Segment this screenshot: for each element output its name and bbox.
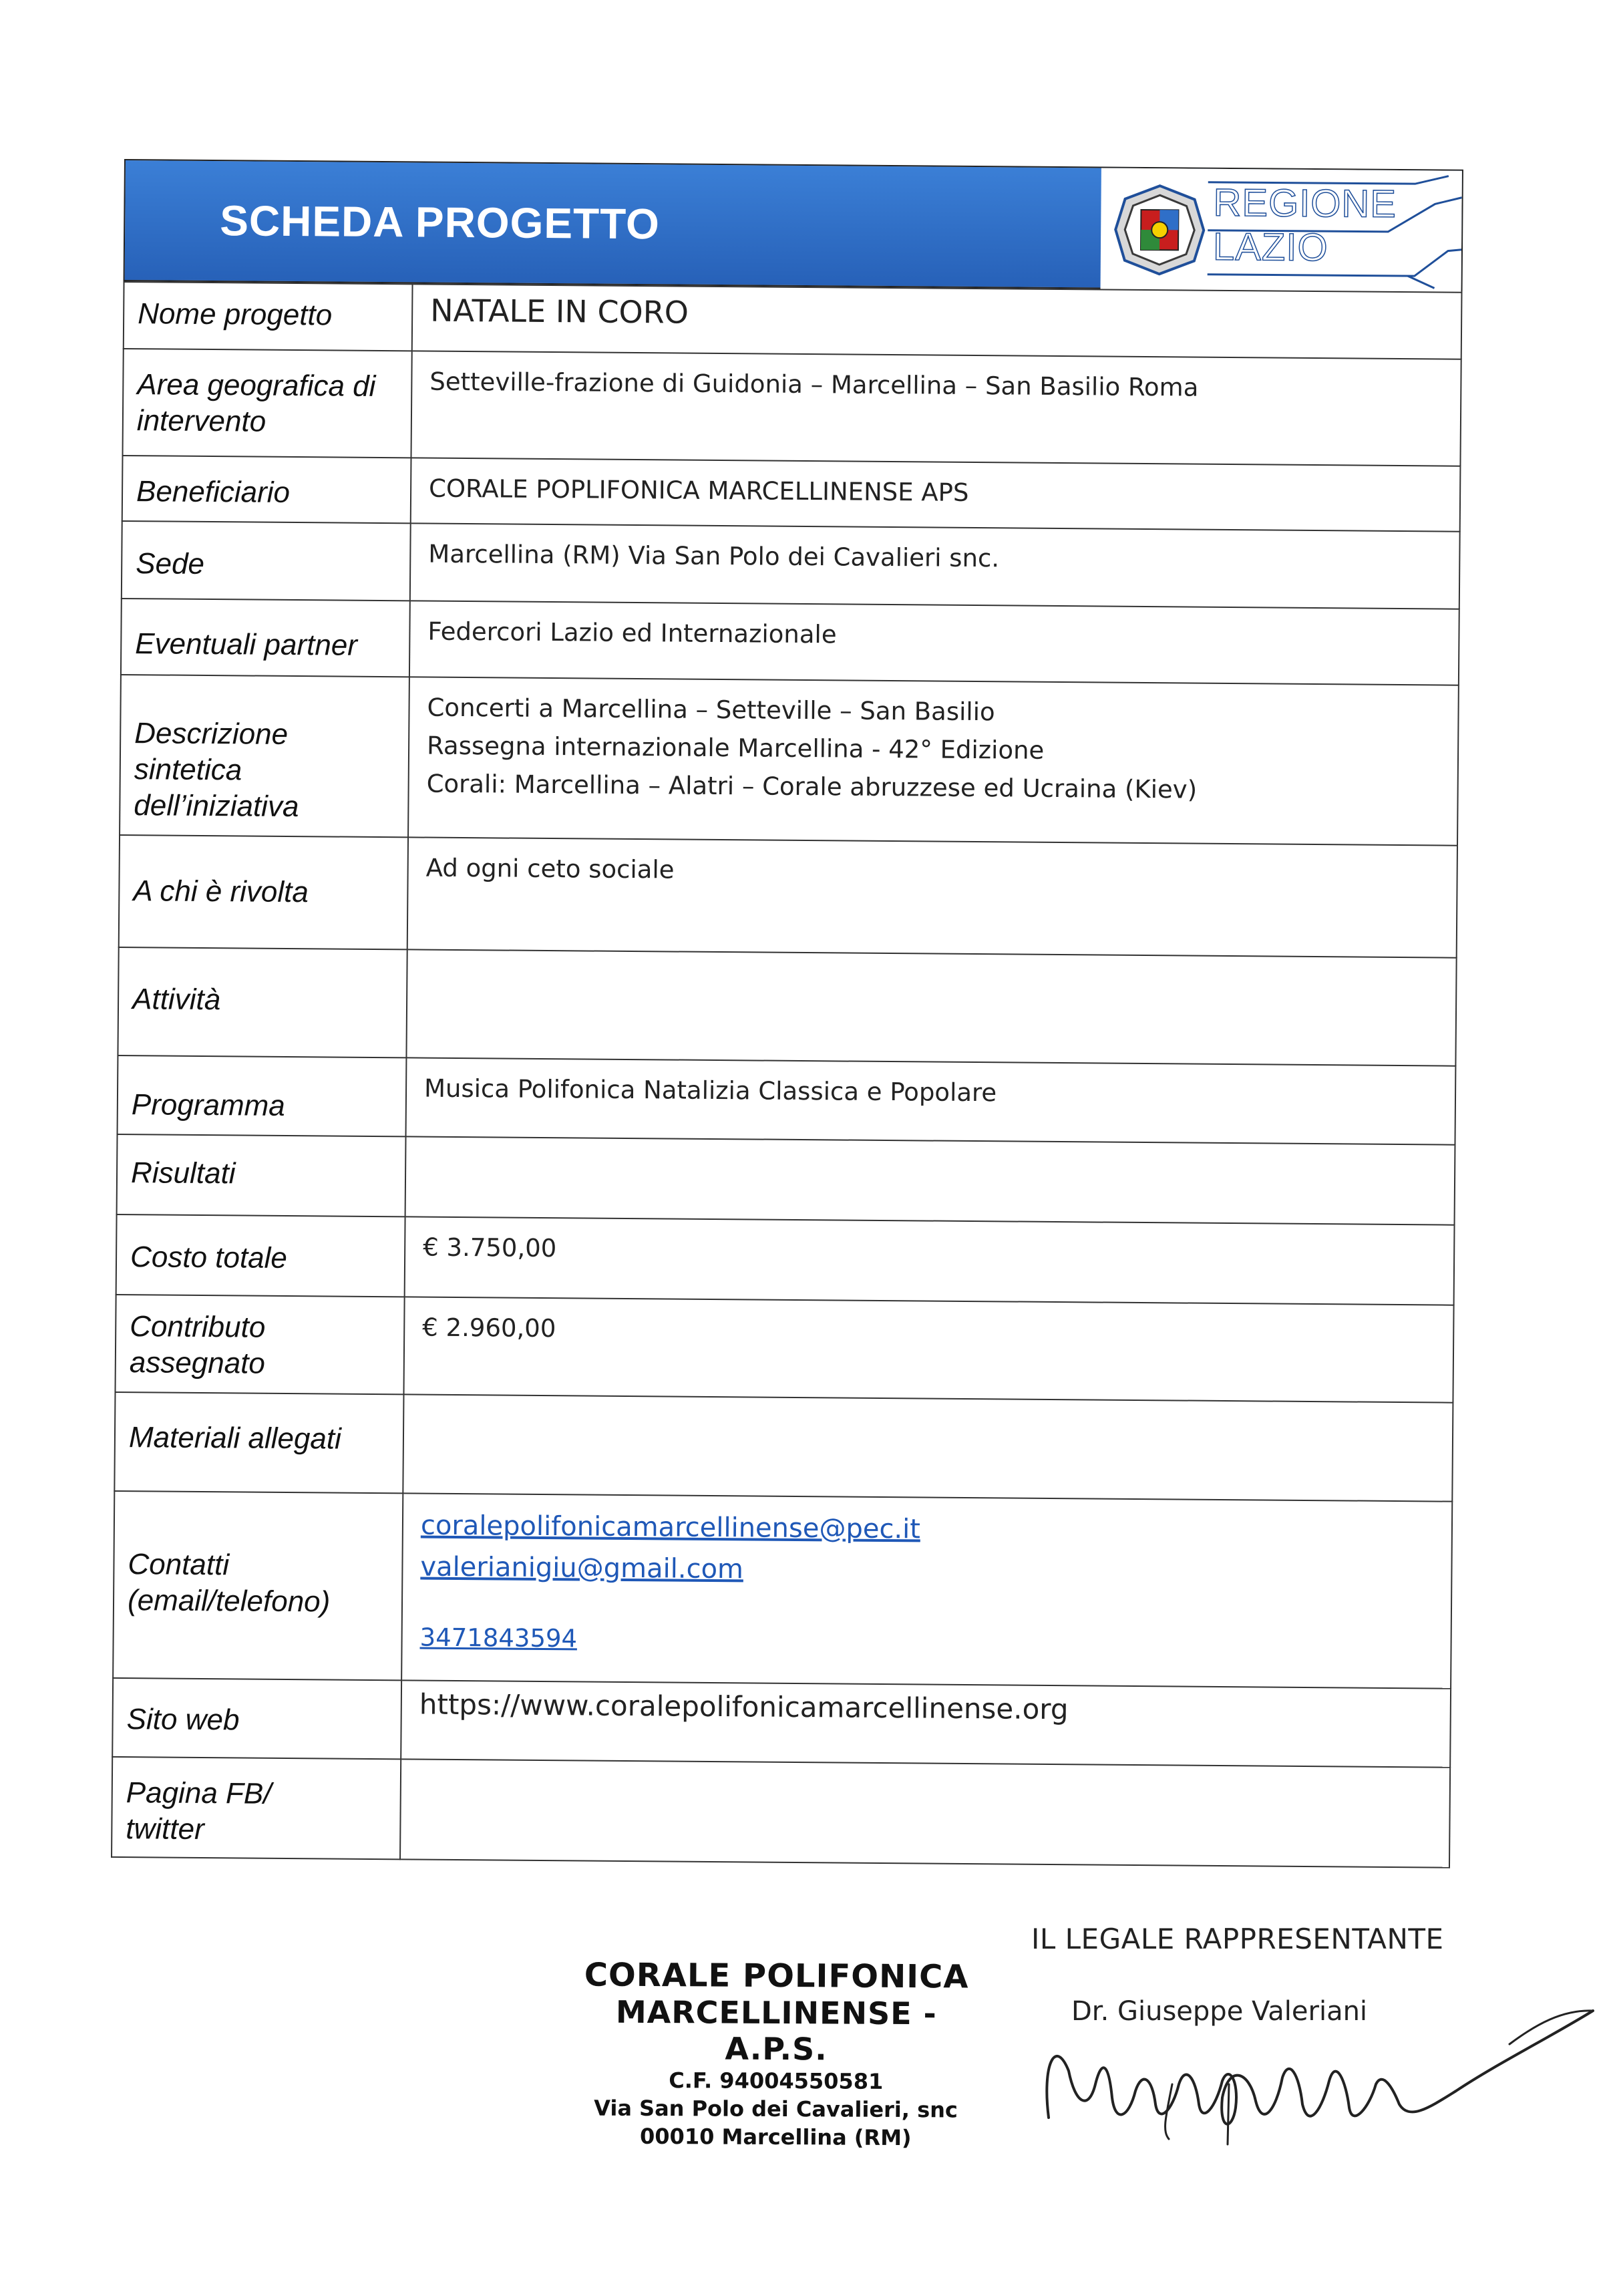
row-label [113,1491,403,1680]
row-value [403,1297,1453,1402]
value-programma: Musica Polifonica Natalizia Classica e Popolare [423,1074,997,1108]
label-area-geografica: Area geografica di intervento [136,368,376,438]
stamp-line-5: 00010 Marcellina (RM) [639,2123,912,2151]
label-attivita: Attività [132,983,221,1017]
value-contributo: € 2.960,00 [422,1313,556,1343]
stamp-line-3: C.F. 94004550581 [669,2068,884,2094]
phone-link[interactable]: 3471843594 [419,1623,578,1653]
row-label [123,349,412,458]
row-value [401,1493,1452,1688]
label-eventuali-partner: Eventuali partner [135,627,358,662]
email-pec-link[interactable]: coralepolifonicamarcellinense@pec.it [420,1510,921,1545]
row-value [406,1057,1456,1144]
label-nome-progetto: Nome progetto [137,297,333,332]
row-label [116,1295,405,1394]
row-label [124,282,413,351]
value-area-geografica: Setteville-frazione di Guidonia – Marcellina – San Basilio Roma [429,367,1199,402]
descrizione-line-3: Corali: Marcellina – Alatri – Corale abruzzese ed Ucraina (Kiev) [426,769,1198,804]
table-row [116,1214,1455,1305]
stamp-line-4: Via San Polo dei Cavalieri, snc [594,2095,958,2123]
label-costo-totale: Costo totale [130,1241,288,1275]
row-value [400,1759,1450,1867]
row-label [119,835,408,949]
project-table [111,281,1462,1868]
row-label [112,1757,401,1859]
regione-lazio-logo [1101,168,1462,293]
label-a-chi-rivolta: A chi è rivolta [133,874,309,909]
logo-line-lazio: LAZIO [1212,224,1328,270]
value-sito-web[interactable]: https://www.coralepolifonicamarcellinense.org [419,1687,1069,1726]
row-value [411,458,1461,531]
table-row [114,1392,1453,1502]
row-label [122,521,411,601]
table-row [112,1678,1451,1768]
legal-representative-title: IL LEGALE RAPPRESENTANTE [1031,1923,1444,1955]
label-sito-web: Sito web [126,1703,240,1737]
label-materiali: Materiali allegati [128,1421,342,1456]
row-value [406,949,1456,1065]
table-row [121,599,1459,685]
table-row [123,349,1461,466]
row-label [118,947,407,1057]
label-contatti: Contatti (email/telefono) [127,1548,331,1619]
table-row [119,835,1457,958]
logo-line-regione: REGIONE [1213,180,1397,226]
value-a-chi-rivolta: Ad ogni ceto sociale [425,853,675,884]
table-row [124,282,1462,359]
row-value [409,601,1459,685]
legal-representative-name: Dr. Giuseppe Valeriani [1071,1996,1368,2027]
table-row [122,521,1460,609]
row-label [122,456,411,523]
table-row [118,947,1456,1066]
association-stamp [575,1956,977,2152]
row-value [410,523,1460,609]
value-beneficiario: CORALE POPLIFONICA MARCELLINENSE APS [428,474,969,507]
value-eventuali-partner: Federcori Lazio ed Internazionale [427,617,837,649]
row-label [116,1214,405,1297]
row-value [401,1680,1451,1767]
header-band [124,159,1463,292]
table-row [117,1134,1455,1225]
table-row [120,675,1459,846]
project-sheet [111,159,1463,1874]
label-programma: Programma [131,1088,285,1122]
descrizione-line-1: Concerti a Marcellina – Setteville – San Basilio [427,693,995,727]
row-value [407,837,1457,957]
regione-emblem-icon [1113,183,1207,277]
handwritten-signature-icon [1029,1964,1603,2158]
table-row [118,1055,1456,1145]
label-risultati: Risultati [130,1156,236,1190]
stamp-line-1: CORALE POLIFONICA [584,1956,969,1996]
row-value [405,1216,1455,1305]
email-gmail-link[interactable]: valerianigiu@gmail.com [420,1551,744,1585]
label-sede: Sede [136,547,205,581]
row-value [411,351,1461,466]
row-label [112,1678,401,1759]
table-row [116,1295,1454,1403]
label-beneficiario: Beneficiario [136,475,291,509]
table-row [122,456,1461,532]
value-sede: Marcellina (RM) Via San Polo dei Cavalieri snc. [428,539,1000,573]
sheet-title: SCHEDA PROGETTO [219,196,661,249]
value-costo-totale: € 3.750,00 [423,1233,557,1263]
row-label [120,675,409,837]
table-row [112,1757,1450,1868]
row-value [408,677,1459,845]
row-label [114,1392,403,1493]
row-value [405,1136,1455,1224]
row-label [118,1055,407,1136]
row-label [121,599,410,677]
stamp-line-2: MARCELLINENSE - A.P.S. [615,1993,937,2068]
row-value [412,284,1462,359]
logo-wordmark [1213,181,1397,271]
label-descrizione: Descrizione sintetica dell’iniziativa [134,717,299,824]
table-row [113,1491,1452,1689]
descrizione-line-2: Rassegna internazionale Marcellina - 42° Edizione [426,731,1045,765]
row-label [117,1134,406,1216]
label-pagina-fb: Pagina FB/ twitter [126,1776,272,1846]
label-contributo: Contributo assegnato [129,1310,266,1380]
row-value [403,1394,1453,1501]
value-nome-progetto: NATALE IN CORO [430,292,689,331]
